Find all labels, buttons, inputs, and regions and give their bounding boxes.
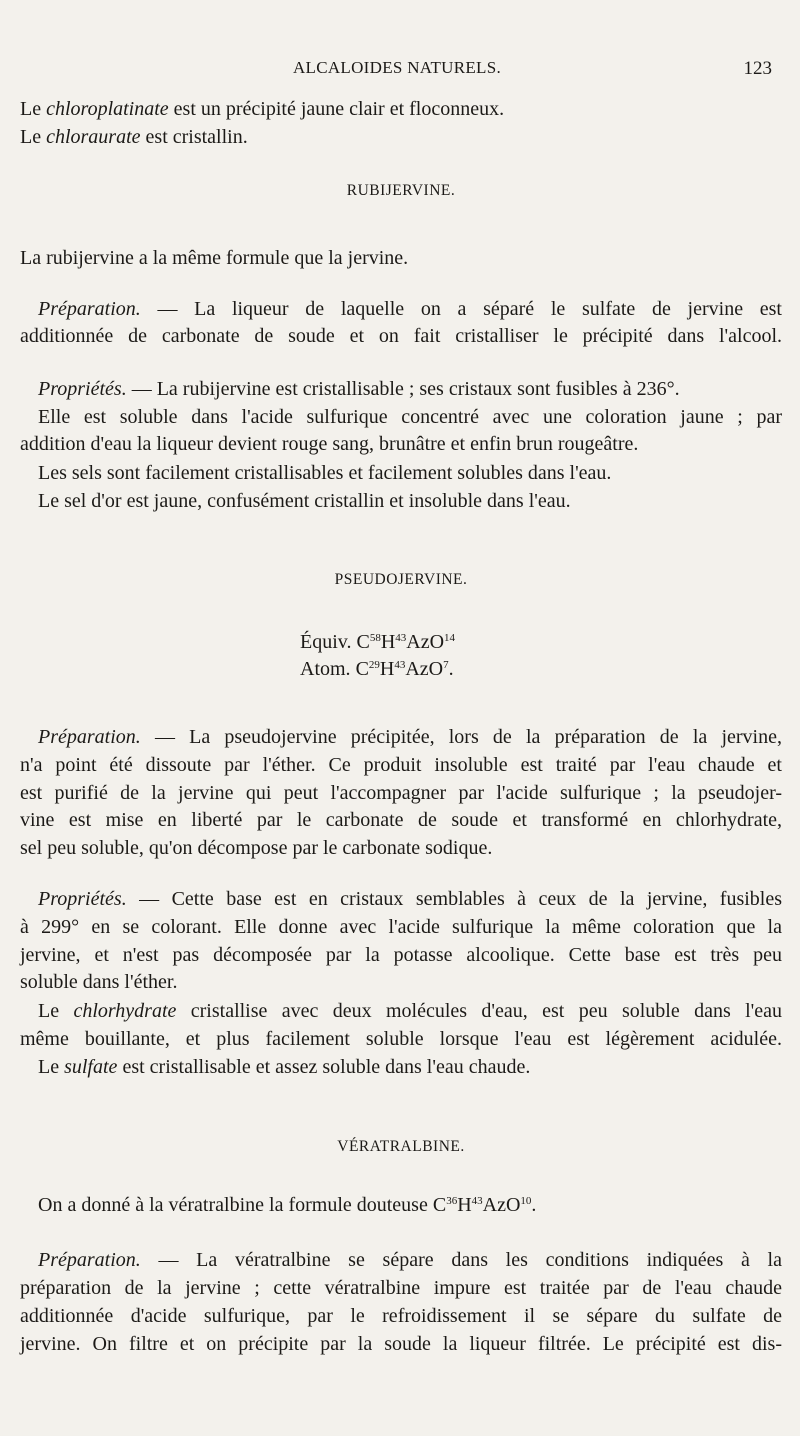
text-line: soluble dans l'éther. [20, 971, 178, 993]
formula-veratralbine: On a donné à la vératralbine la formule douteuse $C^{36}H^{43}AzO^{10}$. [38, 1194, 537, 1216]
text-line: additionnée d'acide sulfurique, par le refroidissement il se sépare du sulfate de [20, 1305, 782, 1327]
text-line: Le chloraurate est cristallin. [20, 126, 248, 148]
label-preparation: Préparation. [38, 726, 141, 748]
text-line: additionnée de carbonate de soude et on fait cristalliser le précipité dans l'alcool. [20, 325, 782, 347]
text-line: addition d'eau la liqueur devient rouge sang, brunâtre et enfin brun rougeâtre. [20, 433, 639, 455]
running-header [22, 58, 772, 84]
text-line: Le chloroplatinate est un précipité jaune clair et floconneux. [20, 98, 505, 120]
text-line: Propriétés. — Cette base est en cristaux semblables à ceux de la jervine, fusibles [38, 888, 782, 910]
text-line: Préparation. — La liqueur de laquelle on a séparé le sulfate de jervine est [38, 298, 782, 320]
section-heading-pseudojervine: PSEUDOJERVINE. [334, 571, 468, 588]
text-line: à 299° en se colorant. Elle donne avec l'acide sulfurique la même coloration que la [20, 916, 782, 938]
text-line: préparation de la jervine ; cette vératralbine impure est traitée par de l'eau chaude [20, 1277, 782, 1299]
section-heading-veratralbine: VÉRATRALBINE. [337, 1138, 465, 1155]
formula-atom: Atom. $C^{29}H^{43}AzO^7$. [300, 658, 454, 680]
text-line: jervine. On filtre et on précipite par la soude la liqueur filtrée. Le précipité est dis- [20, 1333, 782, 1355]
text-line: jervine, et n'est pas décomposée par la potasse alcoolique. Cette base est très peu [20, 944, 782, 966]
text-line: sel peu soluble, qu'on décompose par le carbonate sodique. [20, 837, 493, 859]
text-line: La rubijervine a la même formule que la jervine. [20, 247, 409, 269]
text-line: Propriétés. — La rubijervine est cristallisable ; ses cristaux sont fusibles à 236°. [38, 378, 680, 400]
label-preparation: Préparation. [38, 298, 141, 320]
text-line: vine est mise en liberté par le carbonate de soude et transformé en chlorhydrate, [20, 809, 782, 831]
text-line: est purifié de la jervine qui peut l'accompagner par l'acide sulfurique ; la pseudojer- [20, 782, 782, 804]
term-chloraurate: chloraurate [46, 126, 141, 148]
label-proprietes: Propriétés. [38, 888, 127, 910]
page-number: 123 [743, 58, 772, 79]
text-line: n'a point été dissoute par l'éther. Ce produit insoluble est traité par l'eau chaude et [20, 754, 782, 776]
term-sulfate: sulfate [64, 1056, 118, 1078]
label-preparation: Préparation. [38, 1249, 141, 1271]
text-line: Le sulfate est cristallisable et assez soluble dans l'eau chaude. [38, 1056, 531, 1078]
text-line: Les sels sont facilement cristallisables et facilement solubles dans l'eau. [38, 462, 612, 484]
text-line: même bouillante, et plus facilement soluble lorsque l'eau est légèrement acidulée. [20, 1028, 782, 1050]
formula-equiv: Équiv. $C^{58}H^{43}AzO^{14}$ [300, 631, 456, 653]
section-heading-rubijervine: RUBIJERVINE. [346, 182, 456, 199]
text-line: Préparation. — La pseudojervine précipitée, lors de la préparation de la jervine, [38, 726, 782, 748]
text-line: Préparation. — La vératralbine se sépare dans les conditions indiquées à la [38, 1249, 782, 1271]
text-line: Le sel d'or est jaune, confusément cristallin et insoluble dans l'eau. [38, 490, 571, 512]
label-proprietes: Propriétés. [38, 378, 127, 400]
text-line: Elle est soluble dans l'acide sulfurique concentré avec une coloration jaune ; par [38, 406, 782, 428]
running-title: ALCALOIDES NATURELS. [292, 58, 502, 77]
term-chlorhydrate: chlorhydrate [73, 1000, 177, 1022]
text-line: Le chlorhydrate cristallise avec deux molécules d'eau, est peu soluble dans l'eau [38, 1000, 783, 1022]
term-chloroplatinate: chloroplatinate [46, 98, 169, 120]
